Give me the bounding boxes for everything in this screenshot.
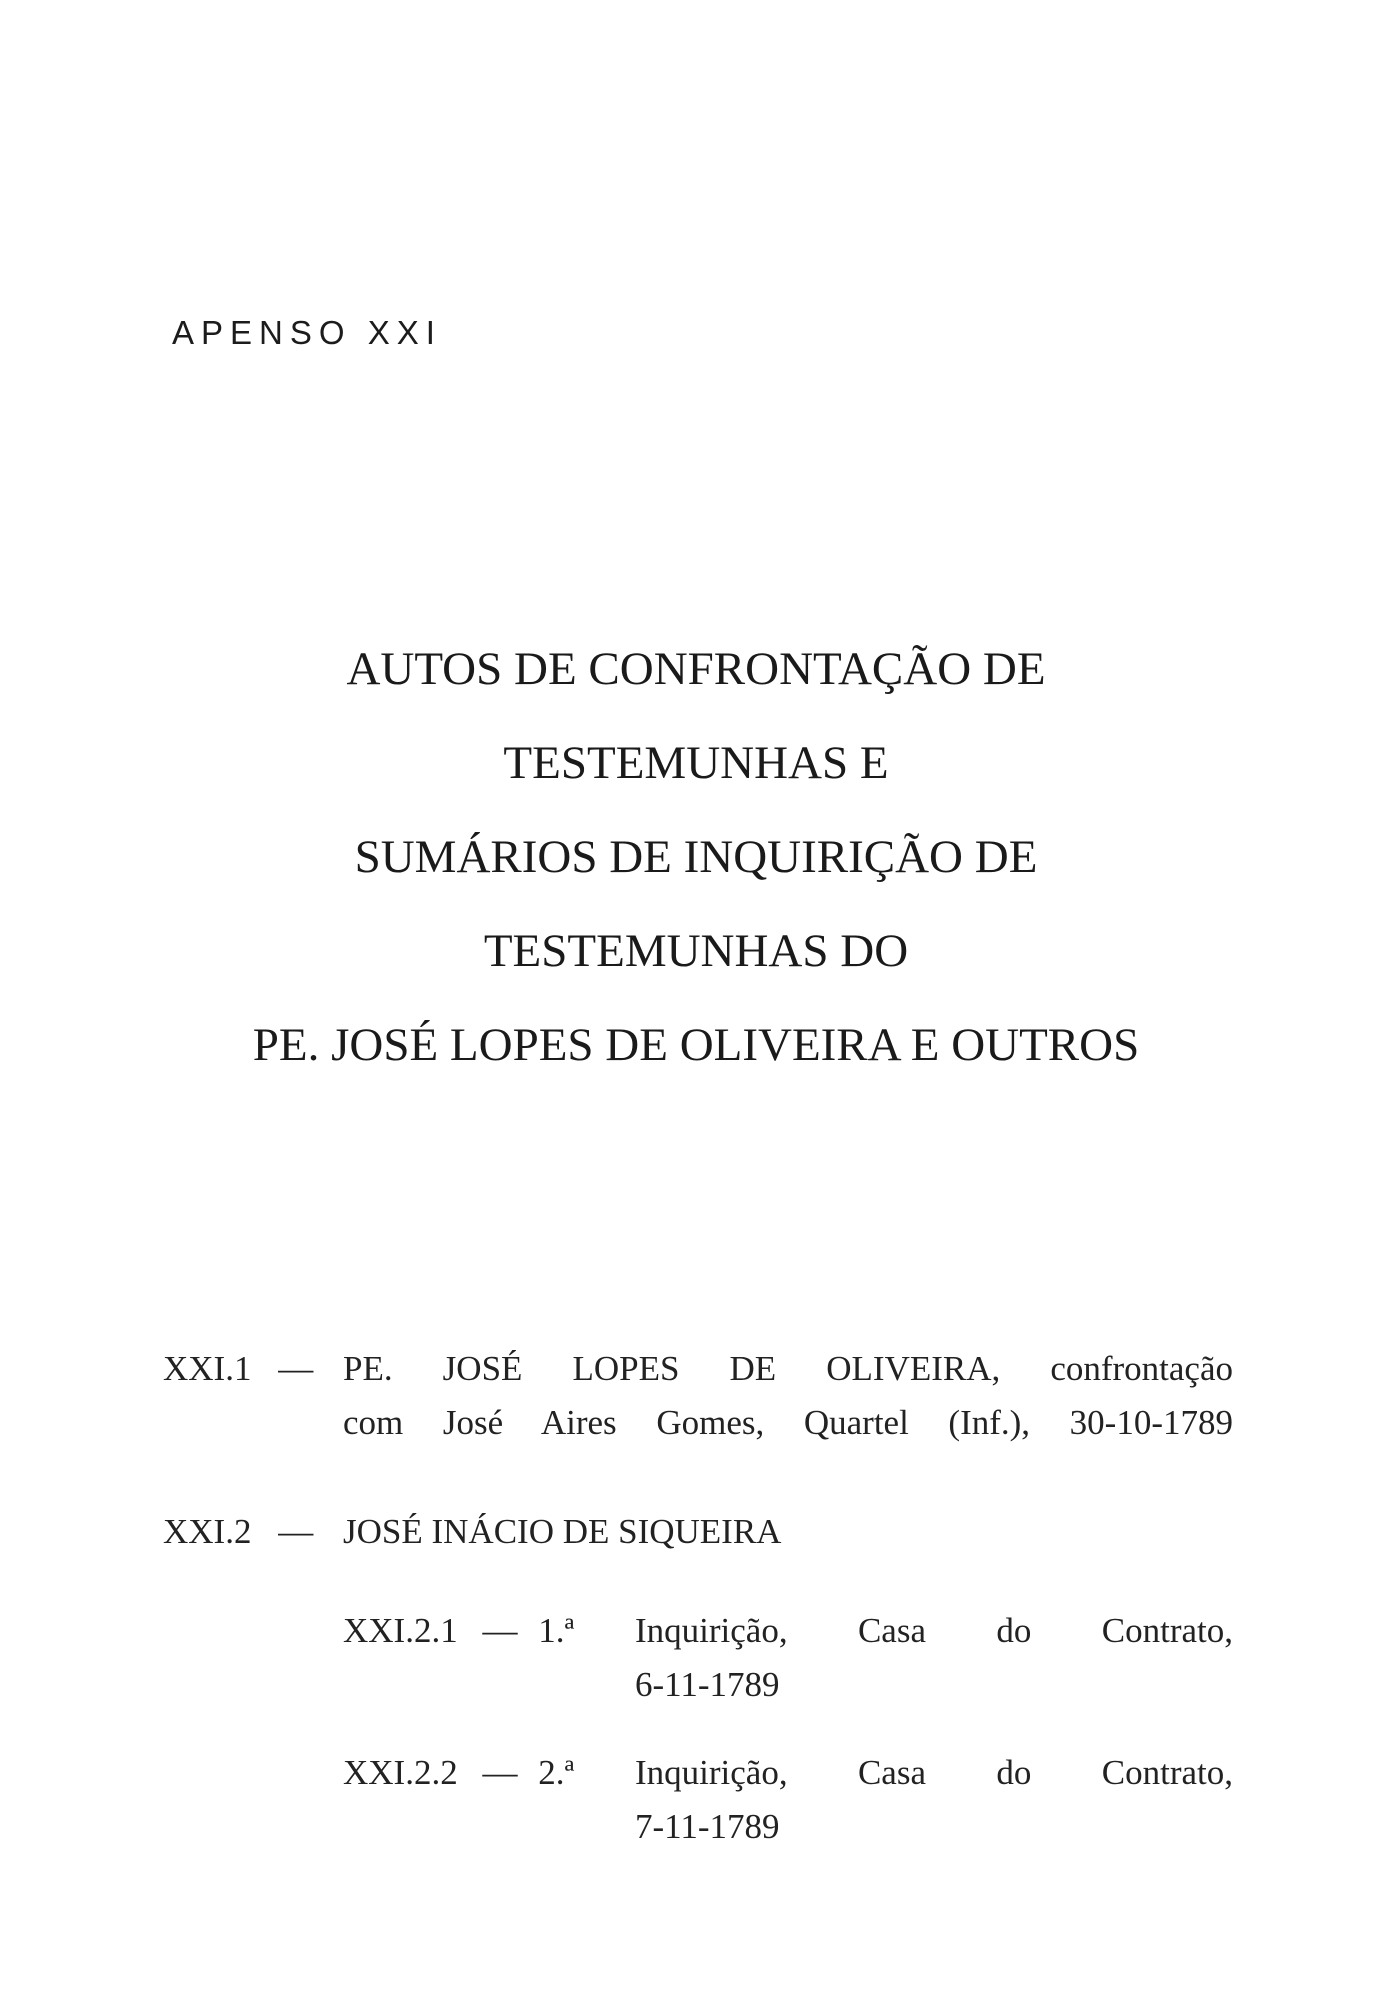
appendix-heading: APENSO XXI [172,314,442,351]
entry-xxi-2 [163,1505,1233,1561]
entry-xxi-1 [163,1342,1233,1452]
subentry-number: XXI.2.1 — 1.ª [343,1611,575,1650]
subentry-line-1: Inquirição, Casa do Contrato, [635,1753,1233,1792]
title-line-3: SUMÁRIOS DE INQUIRIÇÃO DE [354,831,1038,883]
title-line-1: AUTOS DE CONFRONTAÇÃO DE [346,643,1046,695]
document-title [0,622,1392,1092]
entry-line-1: PE. JOSÉ LOPES DE OLIVEIRA, confrontação [343,1349,1233,1388]
title-line-5: PE. JOSÉ LOPES DE OLIVEIRA E OUTROS [252,1019,1140,1071]
subentry-number: XXI.2.2 — 2.ª [343,1753,575,1792]
entry-line-2: com José Aires Gomes, Quartel (Inf.), 30-10-1789 [343,1403,1233,1442]
entry-number: XXI.1 — [163,1349,314,1388]
entry-text [343,1342,1233,1450]
subentry-line-2: 7-11-1789 [635,1807,780,1846]
subentry-xxi-2-2 [343,1746,1233,1856]
title-line-2: TESTEMUNHAS E [503,737,889,789]
subentry-text [635,1604,1233,1712]
entry-number: XXI.2 — [163,1512,314,1551]
title-line-4: TESTEMUNHAS DO [483,925,909,977]
subentry-line-2: 6-11-1789 [635,1665,780,1704]
subentry-xxi-2-1 [343,1604,1233,1714]
subentry-text [635,1746,1233,1854]
subentry-line-1: Inquirição, Casa do Contrato, [635,1611,1233,1650]
entry-text: JOSÉ INÁCIO DE SIQUEIRA [343,1512,782,1551]
